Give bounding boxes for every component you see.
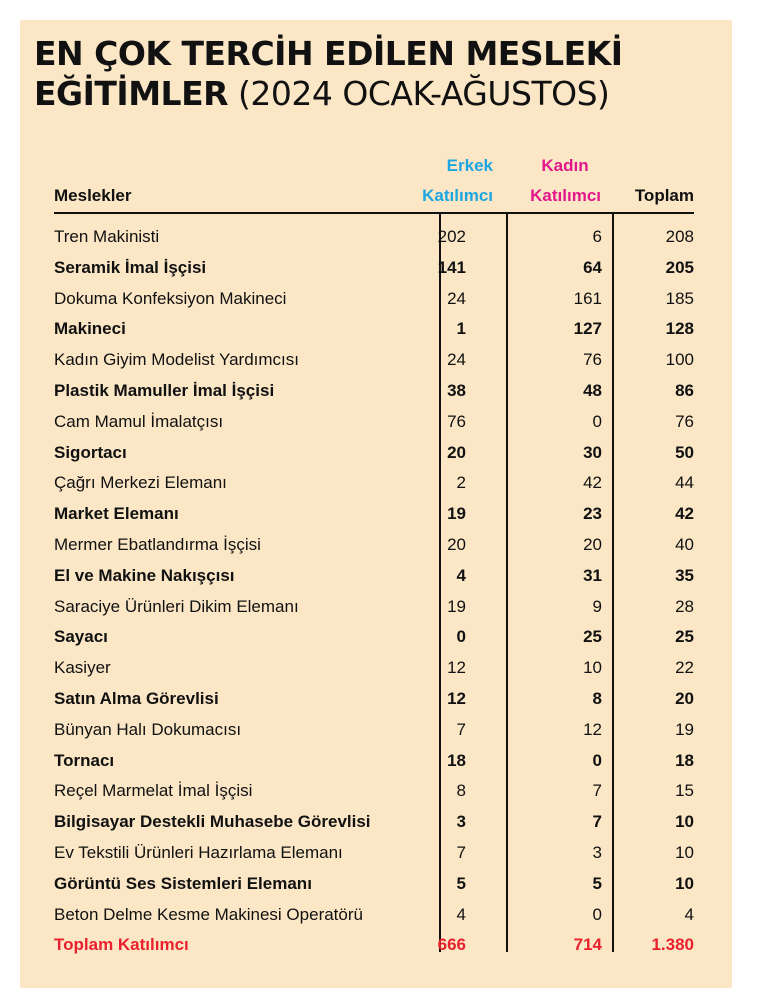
total-count-cell: 19 [675,719,694,739]
total-count-cell: 35 [675,565,694,585]
occupation-cell: Satın Alma Görevlisi [54,688,219,708]
occupation-cell: Bünyan Halı Dokumacısı [54,719,242,739]
occupation-cell: Kadın Giyim Modelist Yardımcısı [54,350,300,370]
male-count-cell: 19 [447,504,466,524]
total-count-cell: 42 [675,504,694,524]
male-count-cell: 19 [447,596,466,616]
occupation-cell: Tren Makinisti [54,227,160,246]
female-count-cell: 64 [583,257,602,277]
male-count-cell: 20 [447,442,466,462]
table-row [54,776,694,807]
header-occupation: Meslekler [54,186,132,205]
male-count-cell: 12 [447,688,466,708]
table-row [54,345,694,376]
table-row [54,869,694,900]
page-title [34,34,694,114]
total-count-cell: 10 [675,873,694,893]
male-count-cell: 2 [456,473,466,493]
total-count-cell: 208 [665,227,694,246]
female-count-cell: 76 [583,350,602,370]
male-count-cell: 8 [456,781,466,801]
header-divider [54,212,694,214]
occupation-cell: Reçel Marmelat İmal İşçisi [54,781,253,801]
total-count-cell: 20 [675,688,694,708]
occupation-cell: Makineci [54,319,126,339]
occupation-cell: Tornacı [54,750,115,770]
male-count-cell: 18 [447,750,466,770]
male-count-cell: 38 [447,380,466,400]
female-count-cell: 0 [592,411,602,431]
total-count-cell: 4 [684,904,694,924]
table-row [54,900,694,931]
occupation-cell: Market Elemanı [54,504,179,524]
table-row [54,592,694,623]
occupation-cell: Cam Mamul İmalatçısı [54,411,224,431]
female-count-cell: 12 [583,719,602,739]
table-row [54,407,694,438]
table-row [54,222,694,253]
male-count-cell: 4 [456,904,466,924]
female-count-cell: 3 [592,842,602,862]
table-row [54,684,694,715]
total-count-cell: 50 [675,442,694,462]
header-male-line1: Erkek [446,156,493,175]
female-count-cell: 31 [583,565,602,585]
occupation-cell: Bilgisayar Destekli Muhasebe Görevlisi [54,812,371,832]
table-row [54,653,694,684]
female-count-cell: 0 [592,904,602,924]
female-count-cell: 8 [592,688,602,708]
total-count-cell: 40 [675,534,694,554]
table-row [54,622,694,653]
occupation-table [54,222,694,961]
male-count-cell: 5 [456,873,466,893]
occupation-cell: Plastik Mamuller İmal İşçisi [54,380,275,400]
occupation-cell: Görüntü Ses Sistemleri Elemanı [54,873,312,893]
header-female-line1: Kadın [541,156,589,175]
total-count-cell: 1.380 [651,935,694,955]
table-row [54,314,694,345]
male-count-cell: 0 [456,627,466,647]
occupation-cell: El ve Makine Nakışçısı [54,565,235,585]
total-count-cell: 22 [675,658,694,678]
male-count-cell: 76 [447,411,466,431]
male-count-cell: 7 [456,719,466,739]
occupation-cell: Saraciye Ürünleri Dikim Elemanı [54,596,299,616]
female-count-cell: 127 [573,319,602,339]
total-count-cell: 76 [675,411,694,431]
female-count-cell: 7 [592,781,602,801]
table-row [54,438,694,469]
table-row [54,253,694,284]
total-count-cell: 18 [675,750,694,770]
total-count-cell: 185 [665,288,694,308]
table-row [54,746,694,777]
total-count-cell: 10 [675,812,694,832]
occupation-cell: Kasiyer [54,658,111,678]
occupation-cell: Sayacı [54,627,108,647]
total-count-cell: 28 [675,596,694,616]
total-count-cell: 86 [675,380,694,400]
female-count-cell: 25 [583,627,602,647]
female-count-cell: 6 [592,227,602,246]
header-female-line2: Katılımcı [530,186,601,205]
female-count-cell: 9 [592,596,602,616]
male-count-cell: 12 [447,658,466,678]
total-count-cell: 128 [665,319,694,339]
female-count-cell: 714 [573,935,602,955]
male-count-cell: 7 [456,842,466,862]
title-main: EN ÇOK TERCİH EDİLEN MESLEKİ EĞİTİMLER [34,34,623,113]
occupation-cell: Sigortacı [54,442,127,462]
total-count-cell: 44 [675,473,694,493]
header-total: Toplam [634,186,694,205]
table-row [54,807,694,838]
female-count-cell: 30 [583,442,602,462]
male-count-cell: 1 [456,319,466,339]
male-count-cell: 666 [437,935,466,955]
female-count-cell: 7 [592,812,602,832]
table-row [54,284,694,315]
total-count-cell: 25 [675,627,694,647]
occupation-cell: Ev Tekstili Ürünleri Hazırlama Elemanı [54,842,343,862]
male-count-cell: 3 [456,812,466,832]
female-count-cell: 42 [583,473,602,493]
female-count-cell: 0 [592,750,602,770]
table-row [54,838,694,869]
male-count-cell: 24 [447,288,466,308]
total-count-cell: 205 [665,257,694,277]
male-count-cell: 141 [437,257,466,277]
female-count-cell: 161 [573,288,602,308]
occupation-cell: Mermer Ebatlandırma İşçisi [54,534,261,554]
table-row [54,715,694,746]
total-count-cell: 100 [665,350,694,370]
male-count-cell: 4 [456,565,466,585]
table-row [54,376,694,407]
male-count-cell: 24 [447,350,466,370]
occupation-cell: Çağrı Merkezi Elemanı [54,473,227,493]
header-male-line2: Katılımcı [422,186,493,205]
title-period: (2024 OCAK-AĞUSTOS) [238,74,610,113]
occupation-cell: Seramik İmal İşçisi [54,257,207,277]
male-count-cell: 20 [447,534,466,554]
occupation-cell: Dokuma Konfeksiyon Makineci [54,288,287,308]
female-count-cell: 48 [583,380,602,400]
total-row [54,930,694,961]
male-count-cell: 202 [437,227,466,246]
table-row [54,499,694,530]
female-count-cell: 23 [583,504,602,524]
total-count-cell: 10 [675,842,694,862]
occupation-cell: Beton Delme Kesme Makinesi Operatörü [54,904,363,924]
female-count-cell: 20 [583,534,602,554]
table-row [54,561,694,592]
female-count-cell: 10 [583,658,602,678]
total-count-cell: 15 [675,781,694,801]
female-count-cell: 5 [592,873,602,893]
occupation-cell: Toplam Katılımcı [54,935,189,955]
table-row [54,468,694,499]
table-row [54,530,694,561]
